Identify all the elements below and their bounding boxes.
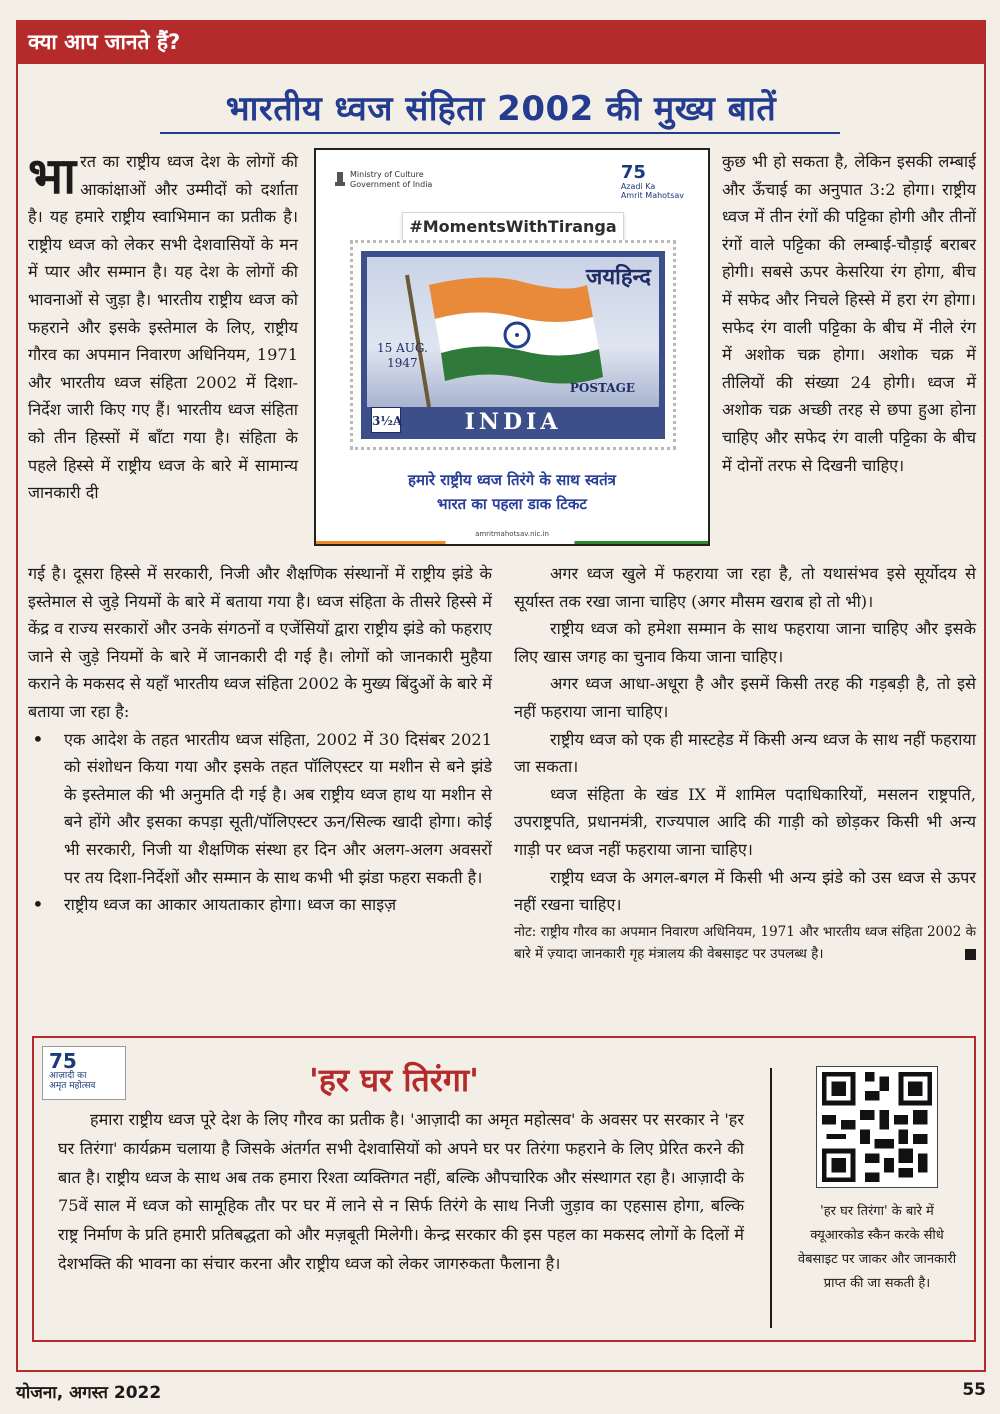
stamp-value: 3½A (371, 407, 401, 433)
ministry-name: Ministry of Culture (350, 170, 424, 179)
postage-stamp (350, 240, 676, 450)
bullet-list (28, 726, 492, 919)
logo-azadi-text: Azadi Ka (620, 182, 656, 191)
left-column (28, 148, 298, 507)
qr-code-icon[interactable] (816, 1066, 938, 1188)
stamp-caption (316, 468, 708, 516)
left-column-text: रत का राष्ट्रीय ध्वज देश के लोगों की आकांक्षाओं और उम्मीदों को दर्शाता है। यह हमारे राष्ट्रीय स्वाभिमान का प्रतीक है। राष्ट्रीय ध्वज को लेकर सभी देशवासियों के मन में प्यार और सम्मान है। यह देश के लोगों की भावनाओं से जुड़ा है। भारतीय राष्ट्रीय ध्वज को फहराने और इसके इस्तेमाल के लिए, राष्ट्रीय गौरव का अपमान निवारण अधिनियम, 1971 और भारतीय ध्वज संहिता 2002 में दिशा-निर्देश जारी किए गए हैं। भारतीय ध्वज संहिता को तीन हिस्सों में बाँटा गया है। संहिता के पहले हिस्से में राष्ट्रीय ध्वज के बारे में सामान्य जानकारी दी (28, 152, 298, 503)
drop-cap: भा (28, 147, 77, 205)
stamp-date (377, 341, 428, 371)
stamp-india: INDIA (464, 409, 562, 435)
tricolor-strip (316, 541, 708, 544)
hashtag-label: #MomentsWithTiranga (402, 212, 624, 242)
stamp-image-panel (314, 148, 710, 546)
end-mark-icon (965, 949, 976, 960)
paragraph: राष्ट्रीय ध्वज के अगल-बगल में किसी भी अन्य झंडे को उस ध्वज से ऊपर नहीं रखना चाहिए। (514, 867, 976, 915)
azadi-logo (621, 164, 684, 200)
har-ghar-title: 'हर घर तिरंगा' (309, 1061, 479, 1099)
paragraph: अगर ध्वज आधा-अधूरा है और इसमें किसी तरह की गड़बड़ी है, तो इसे नहीं फहराया जाना चाहिए। (514, 674, 976, 721)
right-column: कुछ भी हो सकता है, लेकिन इसकी लम्बाई और ऊँचाई का अनुपात 3:2 होगा। राष्ट्रीय ध्वज में तीन रंगों की पट्टिका होगी और तीनों रंगों वाले पट्टिका की लम्बाई-चौड़ाई बराबर होगी। सबसे ऊपर केसरिया रंग होगा, बीच में सफेद और निचले हिस्से में हरा रंग होगा। सफेद रंग वाली पट्टिका के बीच में नीले रंग में अशोक चक्र होगा। अशोक चक्र में तीलियों की संख्या 24 होगी। ध्वज में अशोक चक्र अच्छी तरह से छपा हुआ होना चाहिए और सफेद रंग वाली पट्टिका के बीच में दोनों तरफ से दिखनी चाहिए। (722, 152, 976, 475)
qr-caption: 'हर घर तिरंगा' के बारे में क्यूआरकोड स्कैन करके सीधे वेबसाइट पर जाकर और जानकारी प्राप्त की जा सकती है। (797, 1204, 957, 1291)
logo-amrit-text: Amrit Mahotsav (620, 191, 684, 200)
stamp-caption-line-1: हमारे राष्ट्रीय ध्वज तिरंगे के साथ स्वतंत्र (408, 471, 616, 489)
paragraph: अगर ध्वज खुले में फहराया जा रहा है, तो यथासंभव इसे सूर्योदय से सूर्यास्त तक रखा जाना चाहिए (अगर मौसम खराब हो तो भी)। (514, 564, 976, 611)
har-ghar-text: हमारा राष्ट्रीय ध्वज पूरे देश के लिए गौरव का प्रतीक है। 'आज़ादी का अमृत महोत्सव' के अवसर पर सरकार ने 'हर घर तिरंगा' कार्यक्रम चलाया है जिसके अंतर्गत सभी देशवासियों को अपने घर पर तिरंगा फहराने के लिए प्रेरित करने की बात है। राष्ट्रीय ध्वज के साथ अब तक हमारा रिश्ता व्यक्तिगत नहीं, बल्कि औपचारिक और संस्थागत रहा है। आज़ादी के 75वें साल में ध्वज को सामूहिक तौर पर घर में लाने से न सिर्फ तिरंगे के साथ निजी जुड़ाव का एहसास होगा, बल्कि राष्ट्र निर्माण के प्रति हमारी प्रतिबद्धता को और मज़बूती मिलेगी। केन्द्र सरकार की इस पहल का मकसद लोगों के दिलों में देशभक्ति की भावना का संचार करना और राष्ट्रीय ध्वज को लेकर जागरुकता फैलाना है। (58, 1110, 744, 1273)
logo-line-2: अमृत महोत्सव (49, 1081, 96, 1091)
government-name: Government of India (350, 180, 433, 189)
page-title: भारतीय ध्वज संहिता 2002 की मुख्य बातें (225, 89, 777, 129)
page-number: 55 (962, 1380, 986, 1400)
mid-right-column (514, 560, 976, 965)
bullet-item: • एक आदेश के तहत भारतीय ध्वज संहिता, 2002 में 30 दिसंबर 2021 को संशोधन किया गया और इसके तहत पॉलिएस्टर या मशीन से बने झंडे के इस्तेमाल की भी अनुमति दी गई है। अब राष्ट्रीय ध्वज हाथ या मशीन से बने होंगे और इसका कपड़ा सूती/पॉलिएस्टर ऊन/सिल्क खादी होगा। कोई भी सरकारी, निजी या शैक्षणिक संस्था हर दिन और अलग-अलग अवसरों पर तय दिशा-निर्देशों और सम्मान के साथ कभी भी झंडा फहरा सकती है। (28, 726, 492, 892)
emblem-icon (334, 170, 346, 188)
stamp-date-line-2: 1947 (387, 356, 418, 370)
bullet-item: • राष्ट्रीय ध्वज का आकार आयताकार होगा। ध्वज का साइज़ (28, 891, 492, 919)
website-url: amritmahotsav.nic.in (475, 530, 549, 538)
stamp-caption-line-2: भारत का पहला डाक टिकट (437, 495, 587, 513)
logo-75: 75 (49, 1049, 77, 1073)
vertical-divider (770, 1068, 772, 1328)
mid-left-intro: गई है। दूसरा हिस्से में सरकारी, निजी और शैक्षणिक संस्थानों में राष्ट्रीय झंडे के इस्तेमाल से जुड़े नियमों के बारे में बताया गया है। ध्वज संहिता के तीसरे हिस्से में केंद्र व राज्य सरकारों और उनके संगठनों व एजेंसियों द्वारा राष्ट्रीय झंडे को फहराए जाने से जुड़े नियमों के बारे में जानकारी दी गई है। लोगों को जानकारी मुहैया कराने के मकसद से यहाँ भारतीय ध्वज संहिता 2002 के मुख्य बिंदुओं के बारे में बताया जा रहा है: (28, 564, 492, 721)
stamp-date-line-1: 15 AUG. (377, 341, 428, 355)
section-header: क्या आप जानते हैं? (16, 20, 986, 64)
stamp-postage: POSTAGE (569, 381, 635, 395)
logo-line-1: आज़ादी का (49, 1071, 87, 1081)
mid-left-column (28, 560, 492, 919)
har-ghar-tiranga-box (32, 1036, 976, 1342)
logo-75-number: 75 (620, 162, 646, 183)
title-underline (160, 132, 840, 134)
magazine-footer: योजना, अगस्त 2022 (16, 1383, 162, 1403)
stamp-jai-hind: जयहिन्द (586, 265, 651, 290)
note-text (514, 921, 976, 965)
paragraph: राष्ट्रीय ध्वज को हमेशा सम्मान के साथ फहराया जाना चाहिए और इसके लिए खास जगह का चुनाव किया जाना चाहिए। (514, 619, 976, 666)
note-content: नोट: राष्ट्रीय गौरव का अपमान निवारण अधिनियम, 1971 और भारतीय ध्वज संहिता 2002 के बारे में ज़्यादा जानकारी गृह मंत्रालय की वेबसाइट पर उपलब्ध है। (514, 923, 976, 962)
paragraph: राष्ट्रीय ध्वज को एक ही मास्टहेड में किसी अन्य ध्वज के साथ नहीं फहराया जा सकता। (514, 729, 976, 777)
ministry-label (334, 170, 432, 190)
paragraph: ध्वज संहिता के खंड IX में शामिल पदाधिकारियों, मसलन राष्ट्रपति, उपराष्ट्रपति, प्रधानमंत्री, राज्यपाल आदि की गाड़ी को छोड़कर किसी भी अन्य गाड़ी पर ध्वज नहीं फहराया जाना चाहिए। (514, 784, 976, 859)
